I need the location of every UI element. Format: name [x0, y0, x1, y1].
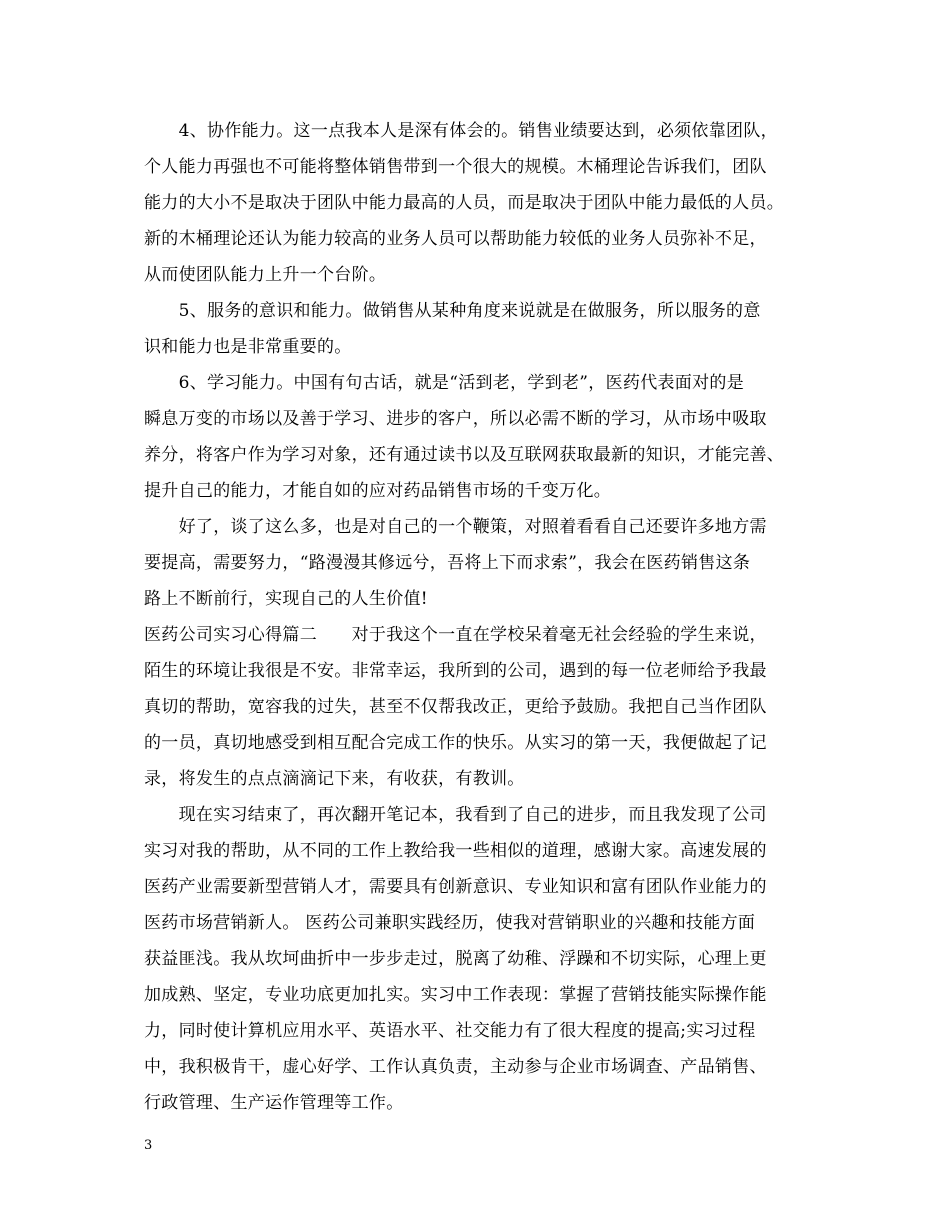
text-line: 提升自己的能力，才能自如的应对药品销售市场的千变万化。: [144, 481, 612, 501]
text-line: 实习对我的帮助，从不同的工作上教给我一些相似的道理，感谢大家。高速发展的: [144, 841, 767, 861]
text-line: 陌生的环境让我很是不安。非常幸运，我所到的公司，遇到的每一位老师给予我最: [144, 661, 767, 681]
text-line: 能力的大小不是取决于团队中能力最高的人员，而是取决于团队中能力最低的人员。: [144, 193, 785, 213]
text-line: 行政管理、生产运作管理等工作。: [144, 1093, 404, 1113]
text-line: 获益匪浅。我从坎坷曲折中一步步走过，脱离了幼稚、浮躁和不切实际，心理上更: [144, 949, 767, 969]
text-line: 养分，将客户作为学习对象，还有通过读书以及互联网获取最新的知识，才能完善、: [144, 445, 785, 465]
text-line: 要提高，需要努力，“路漫漫其修远兮，吾将上下而求索”，我会在医药销售这条: [144, 553, 751, 573]
text-line: 医药公司实习心得篇二 对于我这个一直在学校呆着毫无社会经验的学生来说，: [144, 625, 767, 645]
text-line: 录，将发生的点点滴滴记下来，有收获，有教训。: [144, 769, 525, 789]
text-line: 4、协作能力。这一点我本人是深有体会的。销售业绩要达到，必须依靠团队，: [144, 121, 778, 141]
text-line: 中，我积极肯干，虚心好学、工作认真负责，主动参与企业市场调查、产品销售、: [144, 1057, 767, 1077]
text-line: 从而使团队能力上升一个台阶。: [144, 265, 387, 285]
text-line: 力，同时使计算机应用水平、英语水平、社交能力有了很大程度的提高;实习过程: [144, 1021, 756, 1041]
text-line: 医药市场营销新人。 医药公司兼职实践经历，使我对营销职业的兴趣和技能方面: [144, 913, 756, 933]
text-line: 医药产业需要新型营销人才，需要具有创新意识、专业知识和富有团队作业能力的: [144, 877, 767, 897]
text-line: 真切的帮助，宽容我的过失，甚至不仅帮我改正，更给予鼓励。我把自己当作团队: [144, 697, 767, 717]
text-line: 个人能力再强也不可能将整体销售带到一个很大的规模。木桶理论告诉我们，团队: [144, 157, 767, 177]
text-line: 识和能力也是非常重要的。: [144, 337, 352, 357]
text-line: 的一员，真切地感受到相互配合完成工作的快乐。从实习的第一天，我便做起了记: [144, 733, 767, 753]
text-line: 5、服务的意识和能力。做销售从某种角度来说就是在做服务，所以服务的意: [144, 301, 761, 321]
text-line: 加成熟、坚定，专业功底更加扎实。实习中工作表现：掌握了营销技能实际操作能: [144, 985, 767, 1005]
text-line: 新的木桶理论还认为能力较高的业务人员可以帮助能力较低的业务人员弥补不足，: [144, 229, 767, 249]
text-line: 瞬息万变的市场以及善于学习、进步的客户，所以必需不断的学习，从市场中吸取: [144, 409, 767, 429]
text-line: 6、学习能力。中国有句古话，就是“活到老，学到老”，医药代表面对的是: [144, 373, 744, 393]
text-line: 好了，谈了这么多，也是对自己的一个鞭策，对照着看看自己还要许多地方需: [144, 517, 767, 537]
text-line: 路上不断前行，实现自己的人生价值!: [144, 589, 428, 609]
page-number: 3: [144, 1138, 153, 1153]
text-line: 现在实习结束了，再次翻开笔记本，我看到了自己的进步，而且我发现了公司: [144, 805, 767, 825]
